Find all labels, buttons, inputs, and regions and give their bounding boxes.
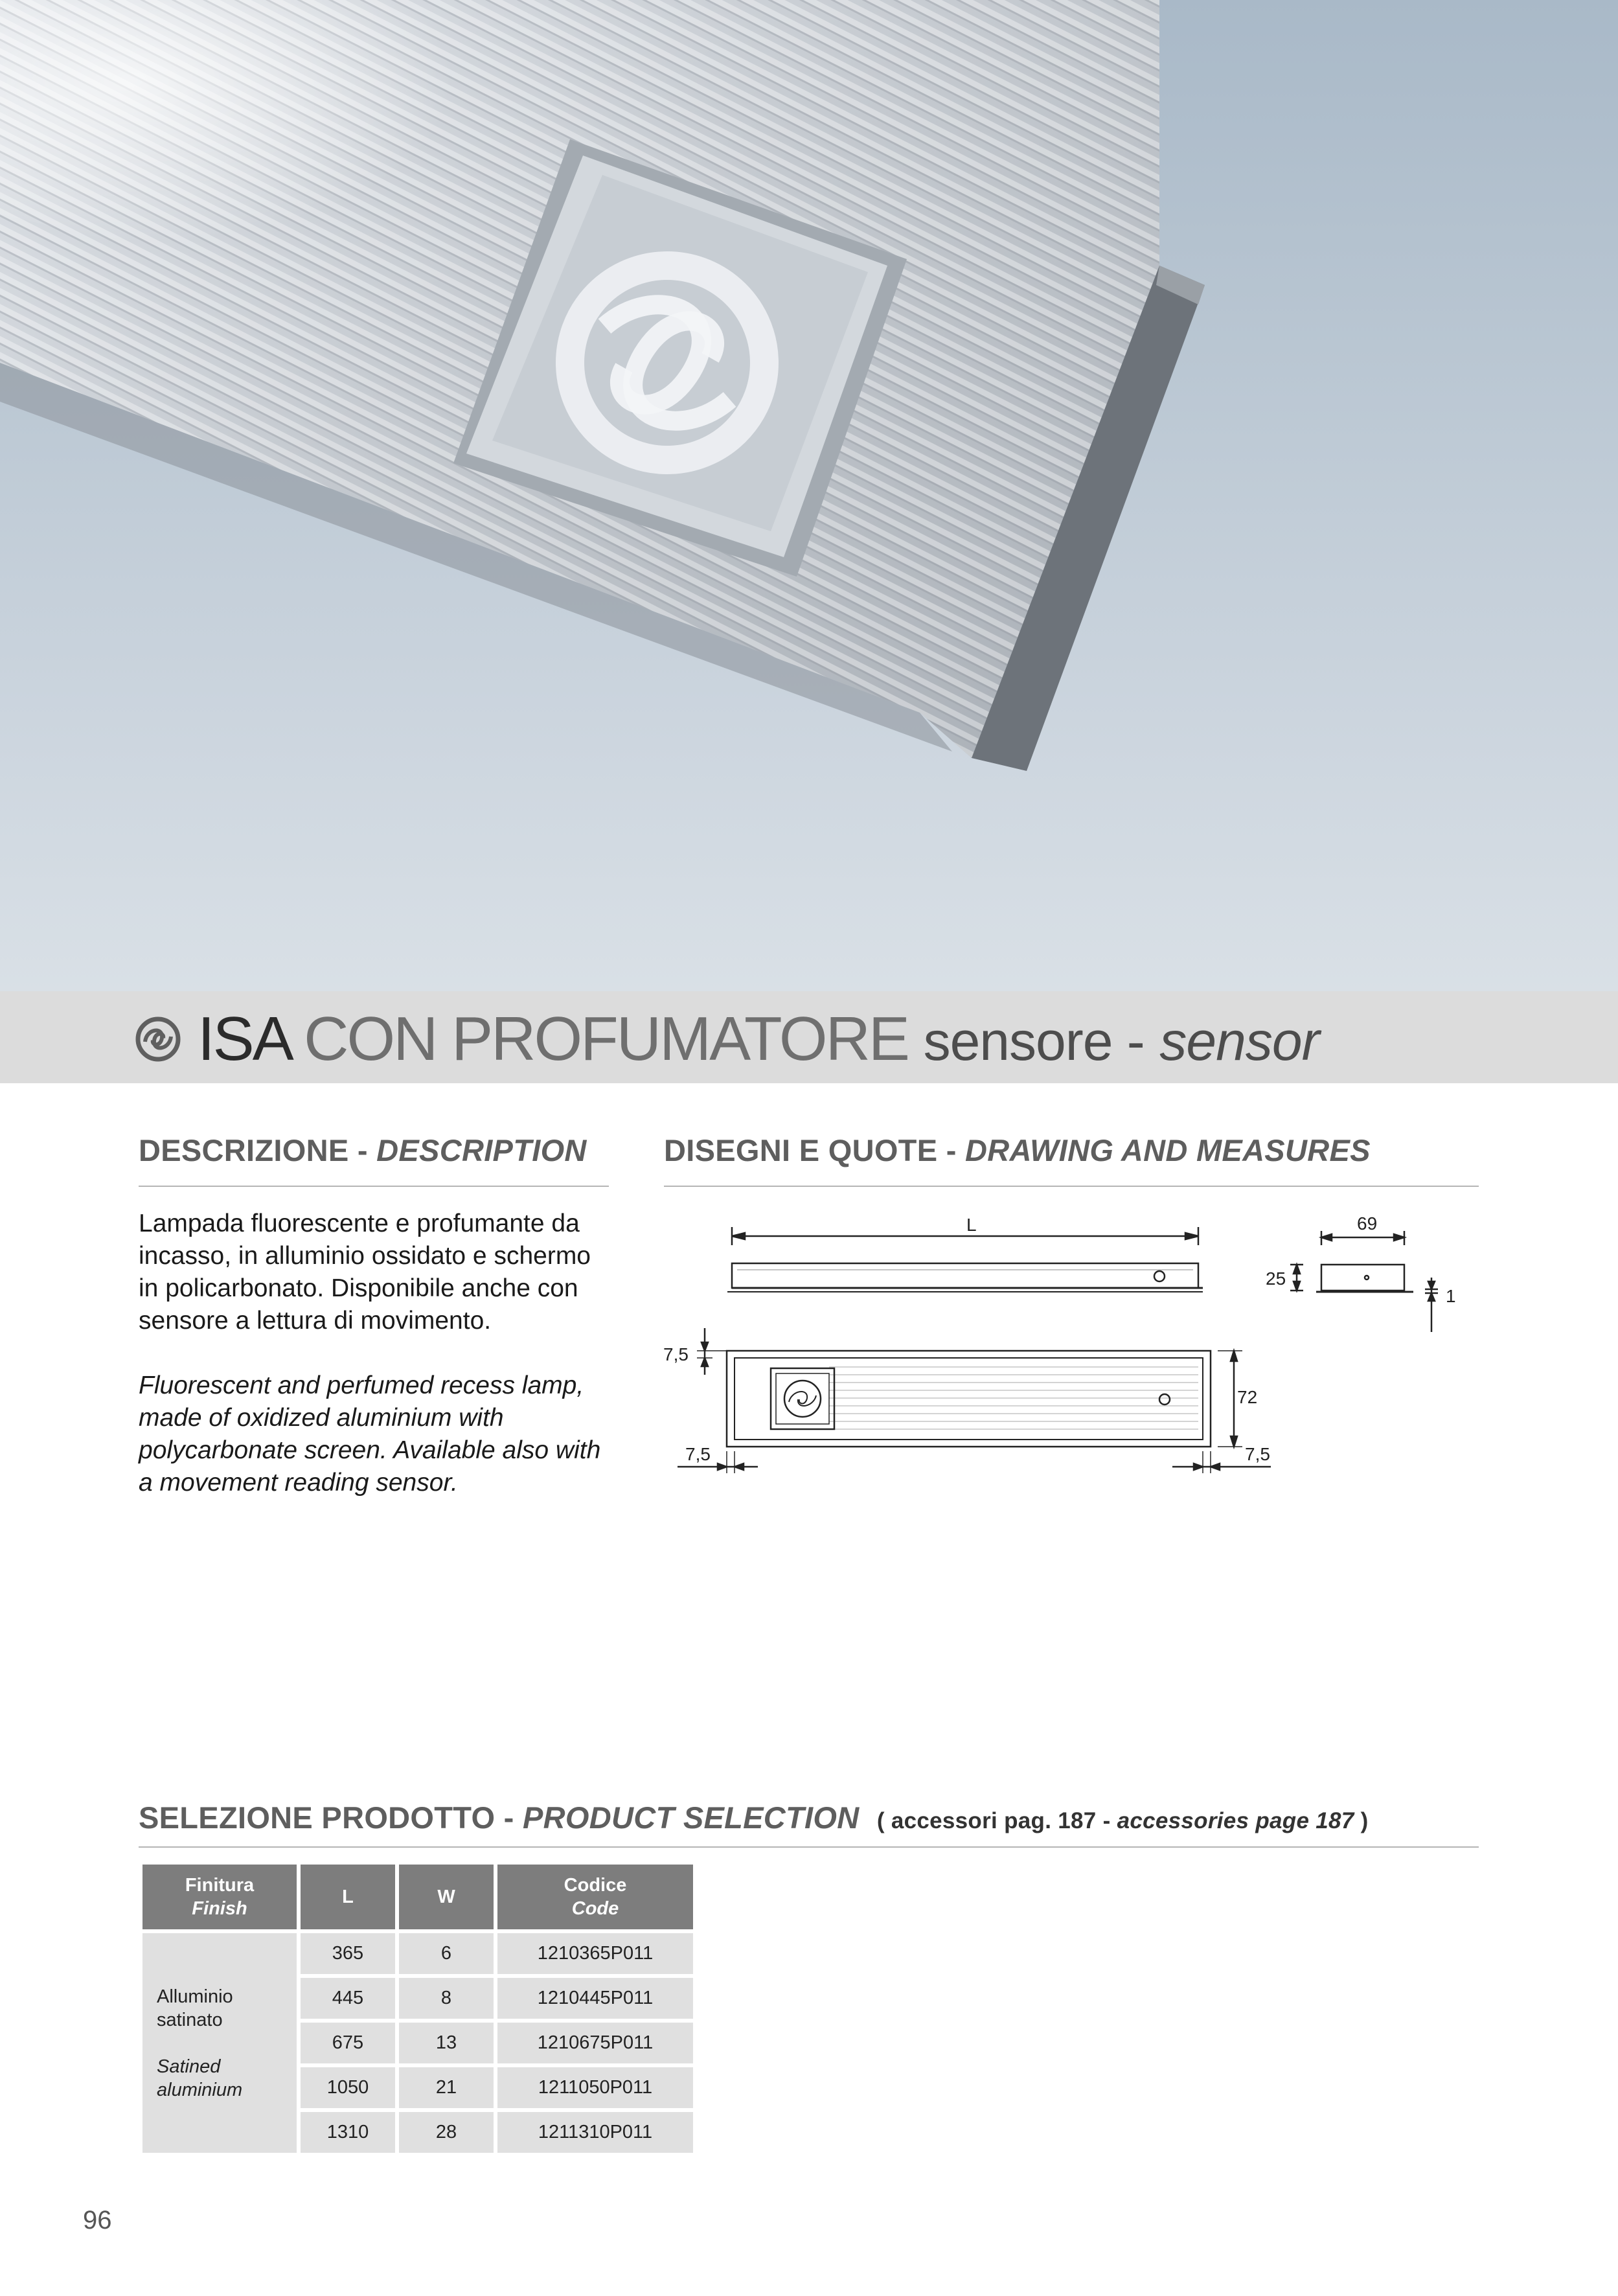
title-sub: sensore - (923, 1011, 1145, 1072)
label-depth: 72 (1237, 1387, 1258, 1407)
header-l: L (301, 1865, 395, 1929)
label-width: 69 (1357, 1213, 1378, 1234)
finish-it-line1: Alluminio (157, 1986, 233, 2007)
technical-drawing (654, 1205, 1483, 1490)
cell-l: 365 (301, 1933, 395, 1974)
selection-rule (139, 1846, 1479, 1848)
header-finish-it: Finitura (185, 1875, 255, 1896)
side-view (732, 1263, 1198, 1288)
label-height: 25 (1266, 1269, 1286, 1289)
aroma-icon (135, 1016, 181, 1062)
header-finish (142, 1865, 297, 1929)
cell-w: 28 (399, 2112, 494, 2153)
product-table (139, 1861, 697, 2157)
cell-l: 675 (301, 2023, 395, 2063)
description-text (139, 1208, 605, 1499)
cell-w: 6 (399, 1933, 494, 1974)
accessories-note-close: ) (1360, 1808, 1369, 1833)
description-english: Fluorescent and perfumed recess lamp, made of oxidized aluminium with polycarbonate screen. Available also with a movement reading sensor. (139, 1372, 601, 1497)
header-code-en: Code (571, 1898, 619, 1919)
table-header-row (142, 1865, 693, 1929)
label-thickness: 1 (1446, 1286, 1456, 1306)
label-margin-right: 7,5 (1245, 1444, 1270, 1464)
title-product: ISA (198, 1004, 289, 1073)
finish-cell (142, 1933, 297, 2153)
page-title (198, 1003, 1319, 1075)
title-main: CON PROFUMATORE (304, 1004, 908, 1073)
drawing-heading-it: DISEGNI E QUOTE - (664, 1133, 957, 1167)
table-row (142, 1933, 693, 1974)
page-number: 96 (83, 2206, 112, 2234)
header-w: W (399, 1865, 494, 1929)
product-photo (0, 0, 1618, 991)
header-code (497, 1865, 693, 1929)
top-view (727, 1351, 1211, 1447)
description-heading-en: DESCRIPTION (376, 1133, 587, 1167)
cell-w: 21 (399, 2067, 494, 2108)
cell-code: 1210445P011 (497, 1978, 693, 2019)
cell-code: 1211050P011 (497, 2067, 693, 2108)
cell-code: 1210675P011 (497, 2023, 693, 2063)
drawing-rule (664, 1186, 1479, 1187)
end-view (1321, 1265, 1404, 1291)
label-margin-top: 7,5 (663, 1344, 689, 1364)
selection-heading-it: SELEZIONE PRODOTTO - (139, 1800, 514, 1835)
sensor-square (771, 1368, 834, 1429)
header-finish-en: Finish (192, 1898, 247, 1919)
finish-en-line1: Satined (157, 2056, 221, 2077)
drawing-heading (664, 1132, 1371, 1168)
label-margin-left: 7,5 (685, 1444, 711, 1464)
cell-l: 1050 (301, 2067, 395, 2108)
description-heading-it: DESCRIZIONE - (139, 1133, 368, 1167)
cell-code: 1210365P011 (497, 1933, 693, 1974)
title-sub-en: sensor (1159, 1011, 1319, 1072)
finish-en-line2: aluminium (157, 2079, 243, 2100)
drawing-heading-en: DRAWING AND MEASURES (965, 1133, 1371, 1167)
header-code-it: Codice (564, 1875, 627, 1896)
accessories-note-en: accessories page 187 (1117, 1808, 1354, 1833)
label-length: L (966, 1215, 977, 1235)
selection-heading (139, 1800, 1369, 1835)
cell-w: 8 (399, 1978, 494, 2019)
cell-l: 445 (301, 1978, 395, 2019)
cell-l: 1310 (301, 2112, 395, 2153)
selection-heading-en: PRODUCT SELECTION (522, 1800, 860, 1835)
accessories-note (877, 1808, 1369, 1833)
lamp-illustration (0, 0, 1618, 991)
description-italian: Lampada fluorescente e profumante da incasso, in alluminio ossidato e schermo in policarbonato. Disponibile anche con sensore a lettura di movimento. (139, 1210, 591, 1335)
cell-code: 1211310P011 (497, 2112, 693, 2153)
finish-it-line2: satinato (157, 2009, 223, 2030)
description-rule (139, 1186, 609, 1187)
description-heading (139, 1132, 587, 1168)
accessories-note-it: ( accessori pag. 187 - (876, 1808, 1111, 1833)
cell-w: 13 (399, 2023, 494, 2063)
